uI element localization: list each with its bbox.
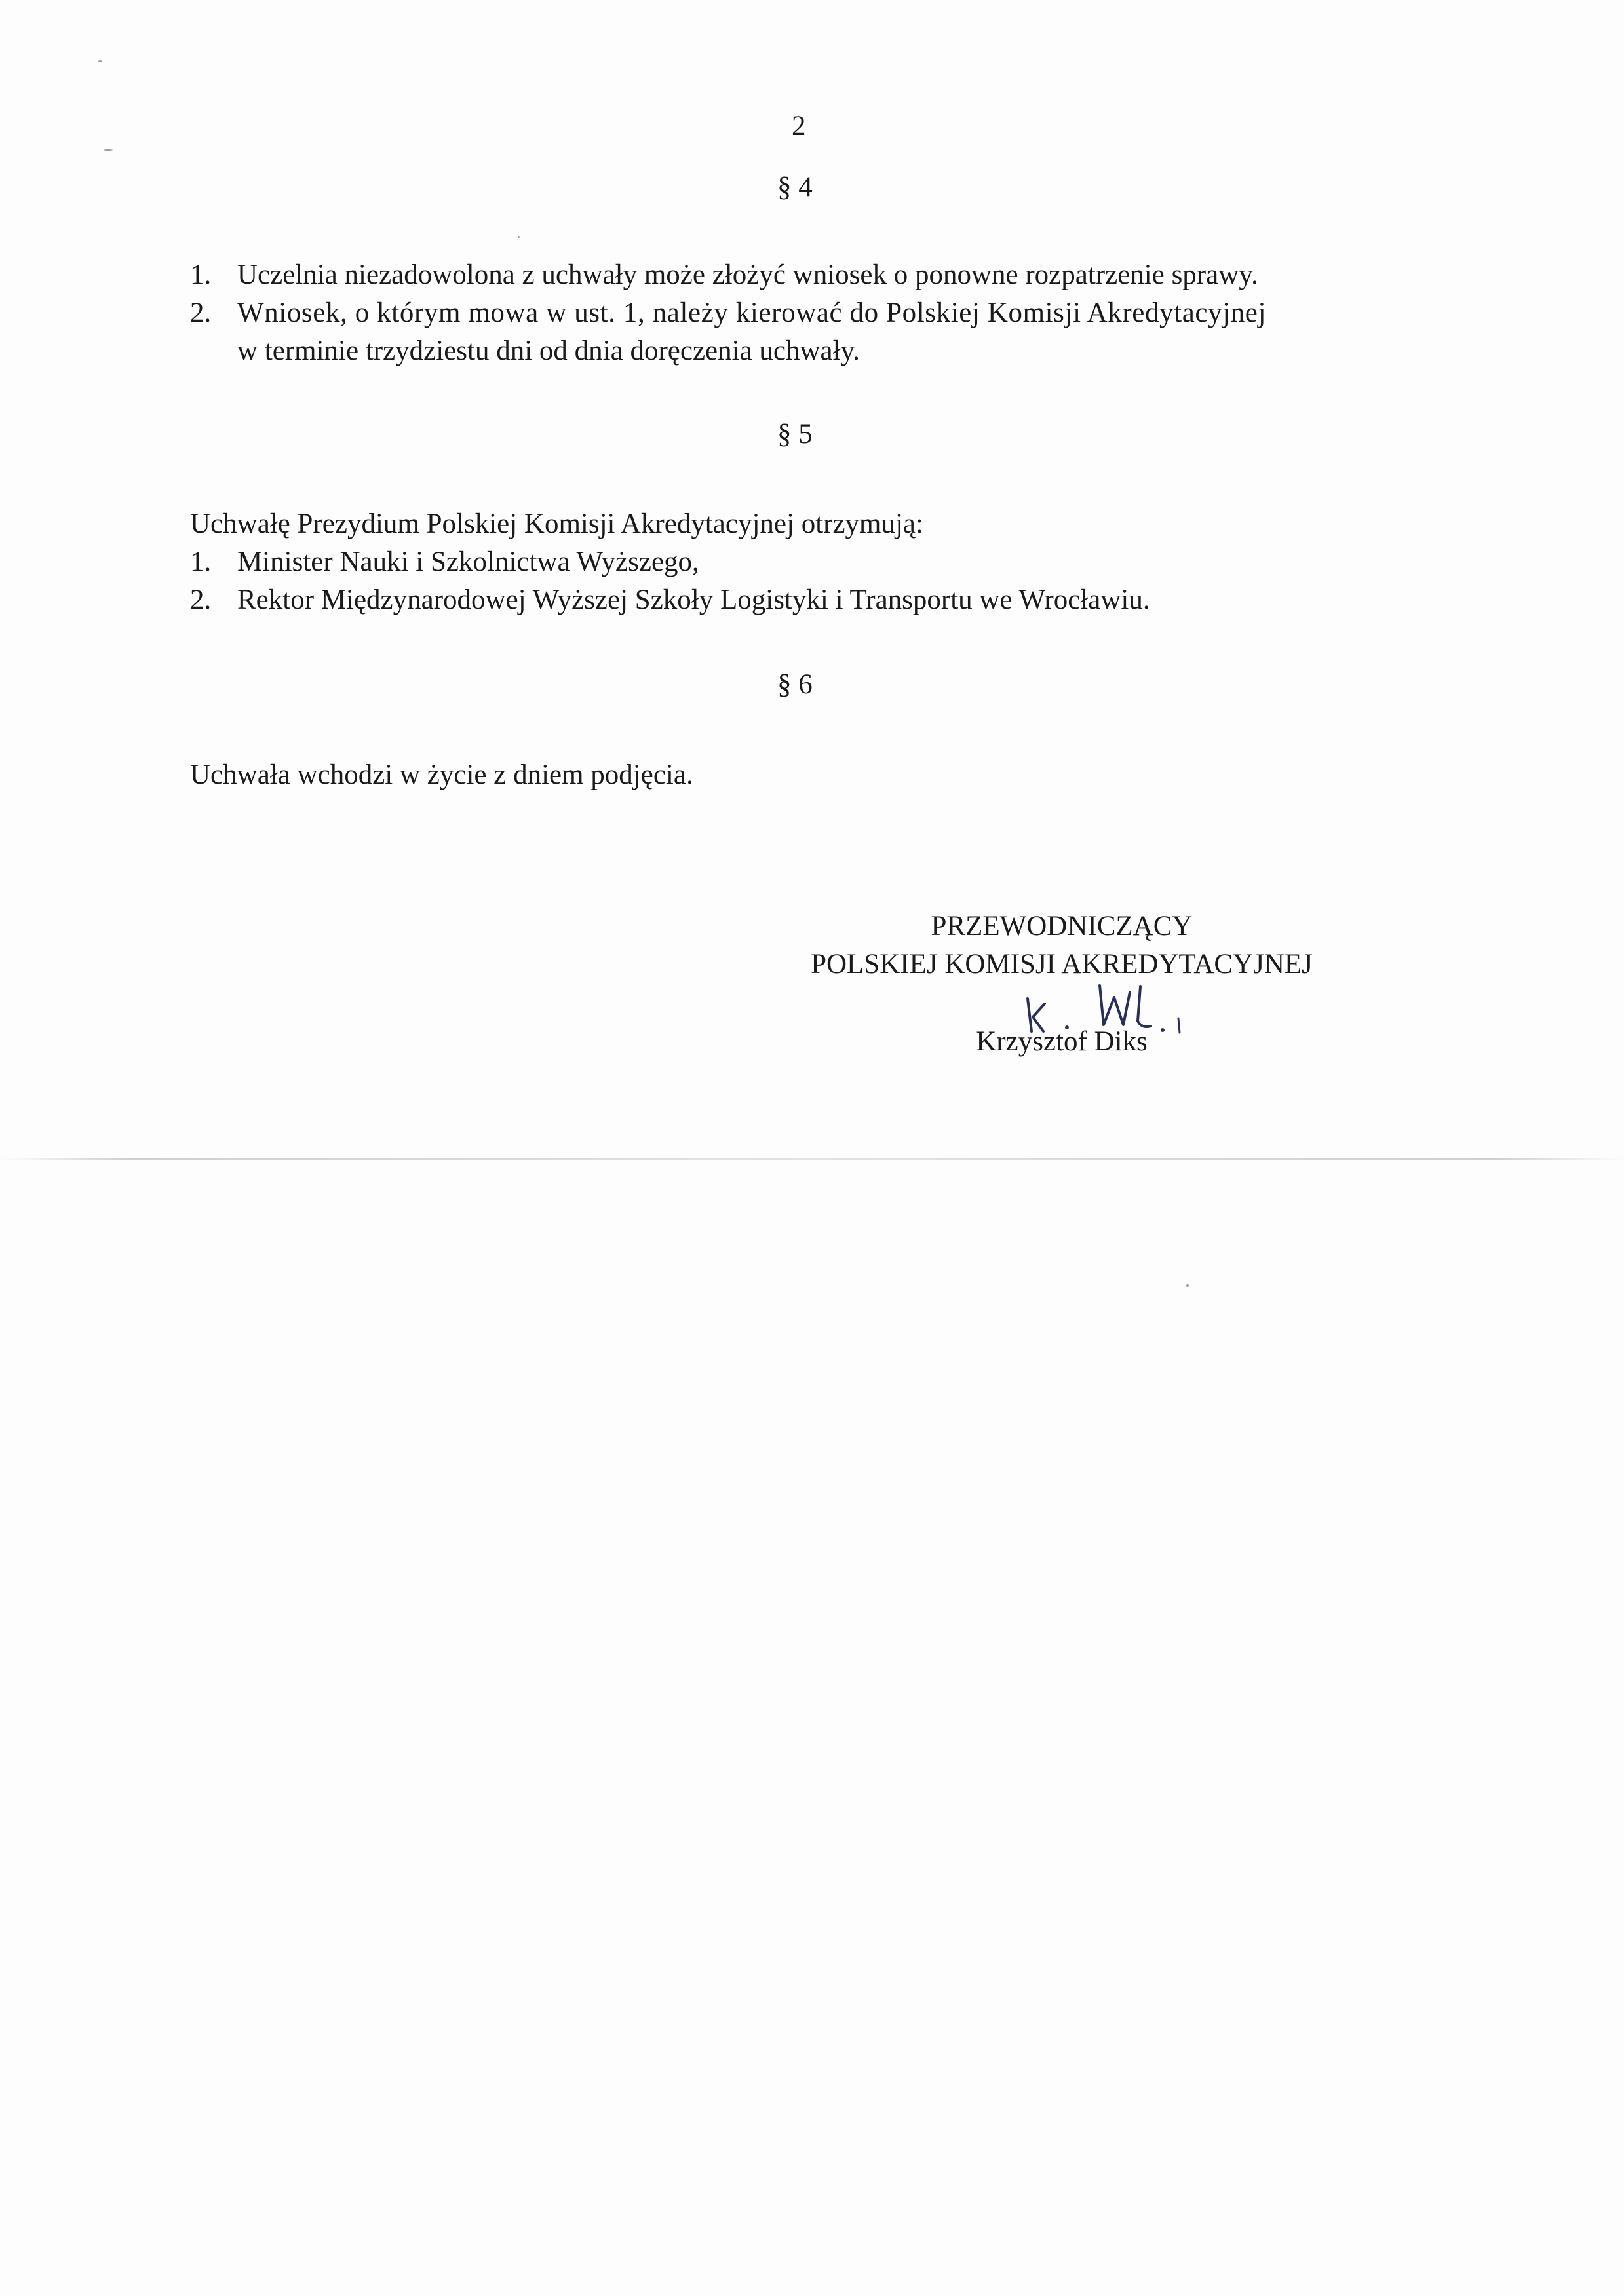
section-5-intro: Uchwałę Prezydium Polskiej Komisji Akredytacyjnej otrzymują: [190,508,923,539]
signature-title-line-1: PRZEWODNICZĄCY [931,911,1193,942]
scan-speck [518,236,520,238]
section-4-item-2-continuation: w terminie trzydziestu dni od dnia doręczenia uchwały. [237,335,860,366]
signatory-name: Krzysztof Diks [976,1026,1148,1057]
section-5-item-2-number: 2. [190,584,212,615]
scan-fold-line [0,1158,1624,1160]
signature-title-line-2: POLSKIEJ KOMISJI AKREDYTACYJNEJ [811,949,1313,980]
section-6-heading: § 6 [777,669,813,700]
scan-speck [104,149,113,151]
scan-speck [1186,1284,1189,1287]
section-6-text: Uchwała wchodzi w życie z dniem podjęcia. [190,759,693,790]
section-4-item-2-number: 2. [190,297,212,328]
section-5-item-2-text: Rektor Międzynarodowej Wyższej Szkoły Logistyki i Transportu we Wrocławiu. [237,584,1150,615]
section-4-item-2-text: Wniosek, o którym mowa w ust. 1, należy kierować do Polskiej Komisji Akredytacyjnej [237,297,1267,328]
section-5-item-1-text: Minister Nauki i Szkolnictwa Wyższego, [237,546,699,577]
section-4-heading: § 4 [777,172,813,202]
scan-speck [98,60,102,62]
section-5-item-1-number: 1. [190,546,212,577]
section-5-heading: § 5 [777,419,813,450]
page-number: 2 [792,111,806,142]
section-4-item-1-text: Uczelnia niezadowolona z uchwały może złożyć wniosek o ponowne rozpatrzenie sprawy. [237,259,1258,290]
section-4-item-1-number: 1. [190,259,212,290]
